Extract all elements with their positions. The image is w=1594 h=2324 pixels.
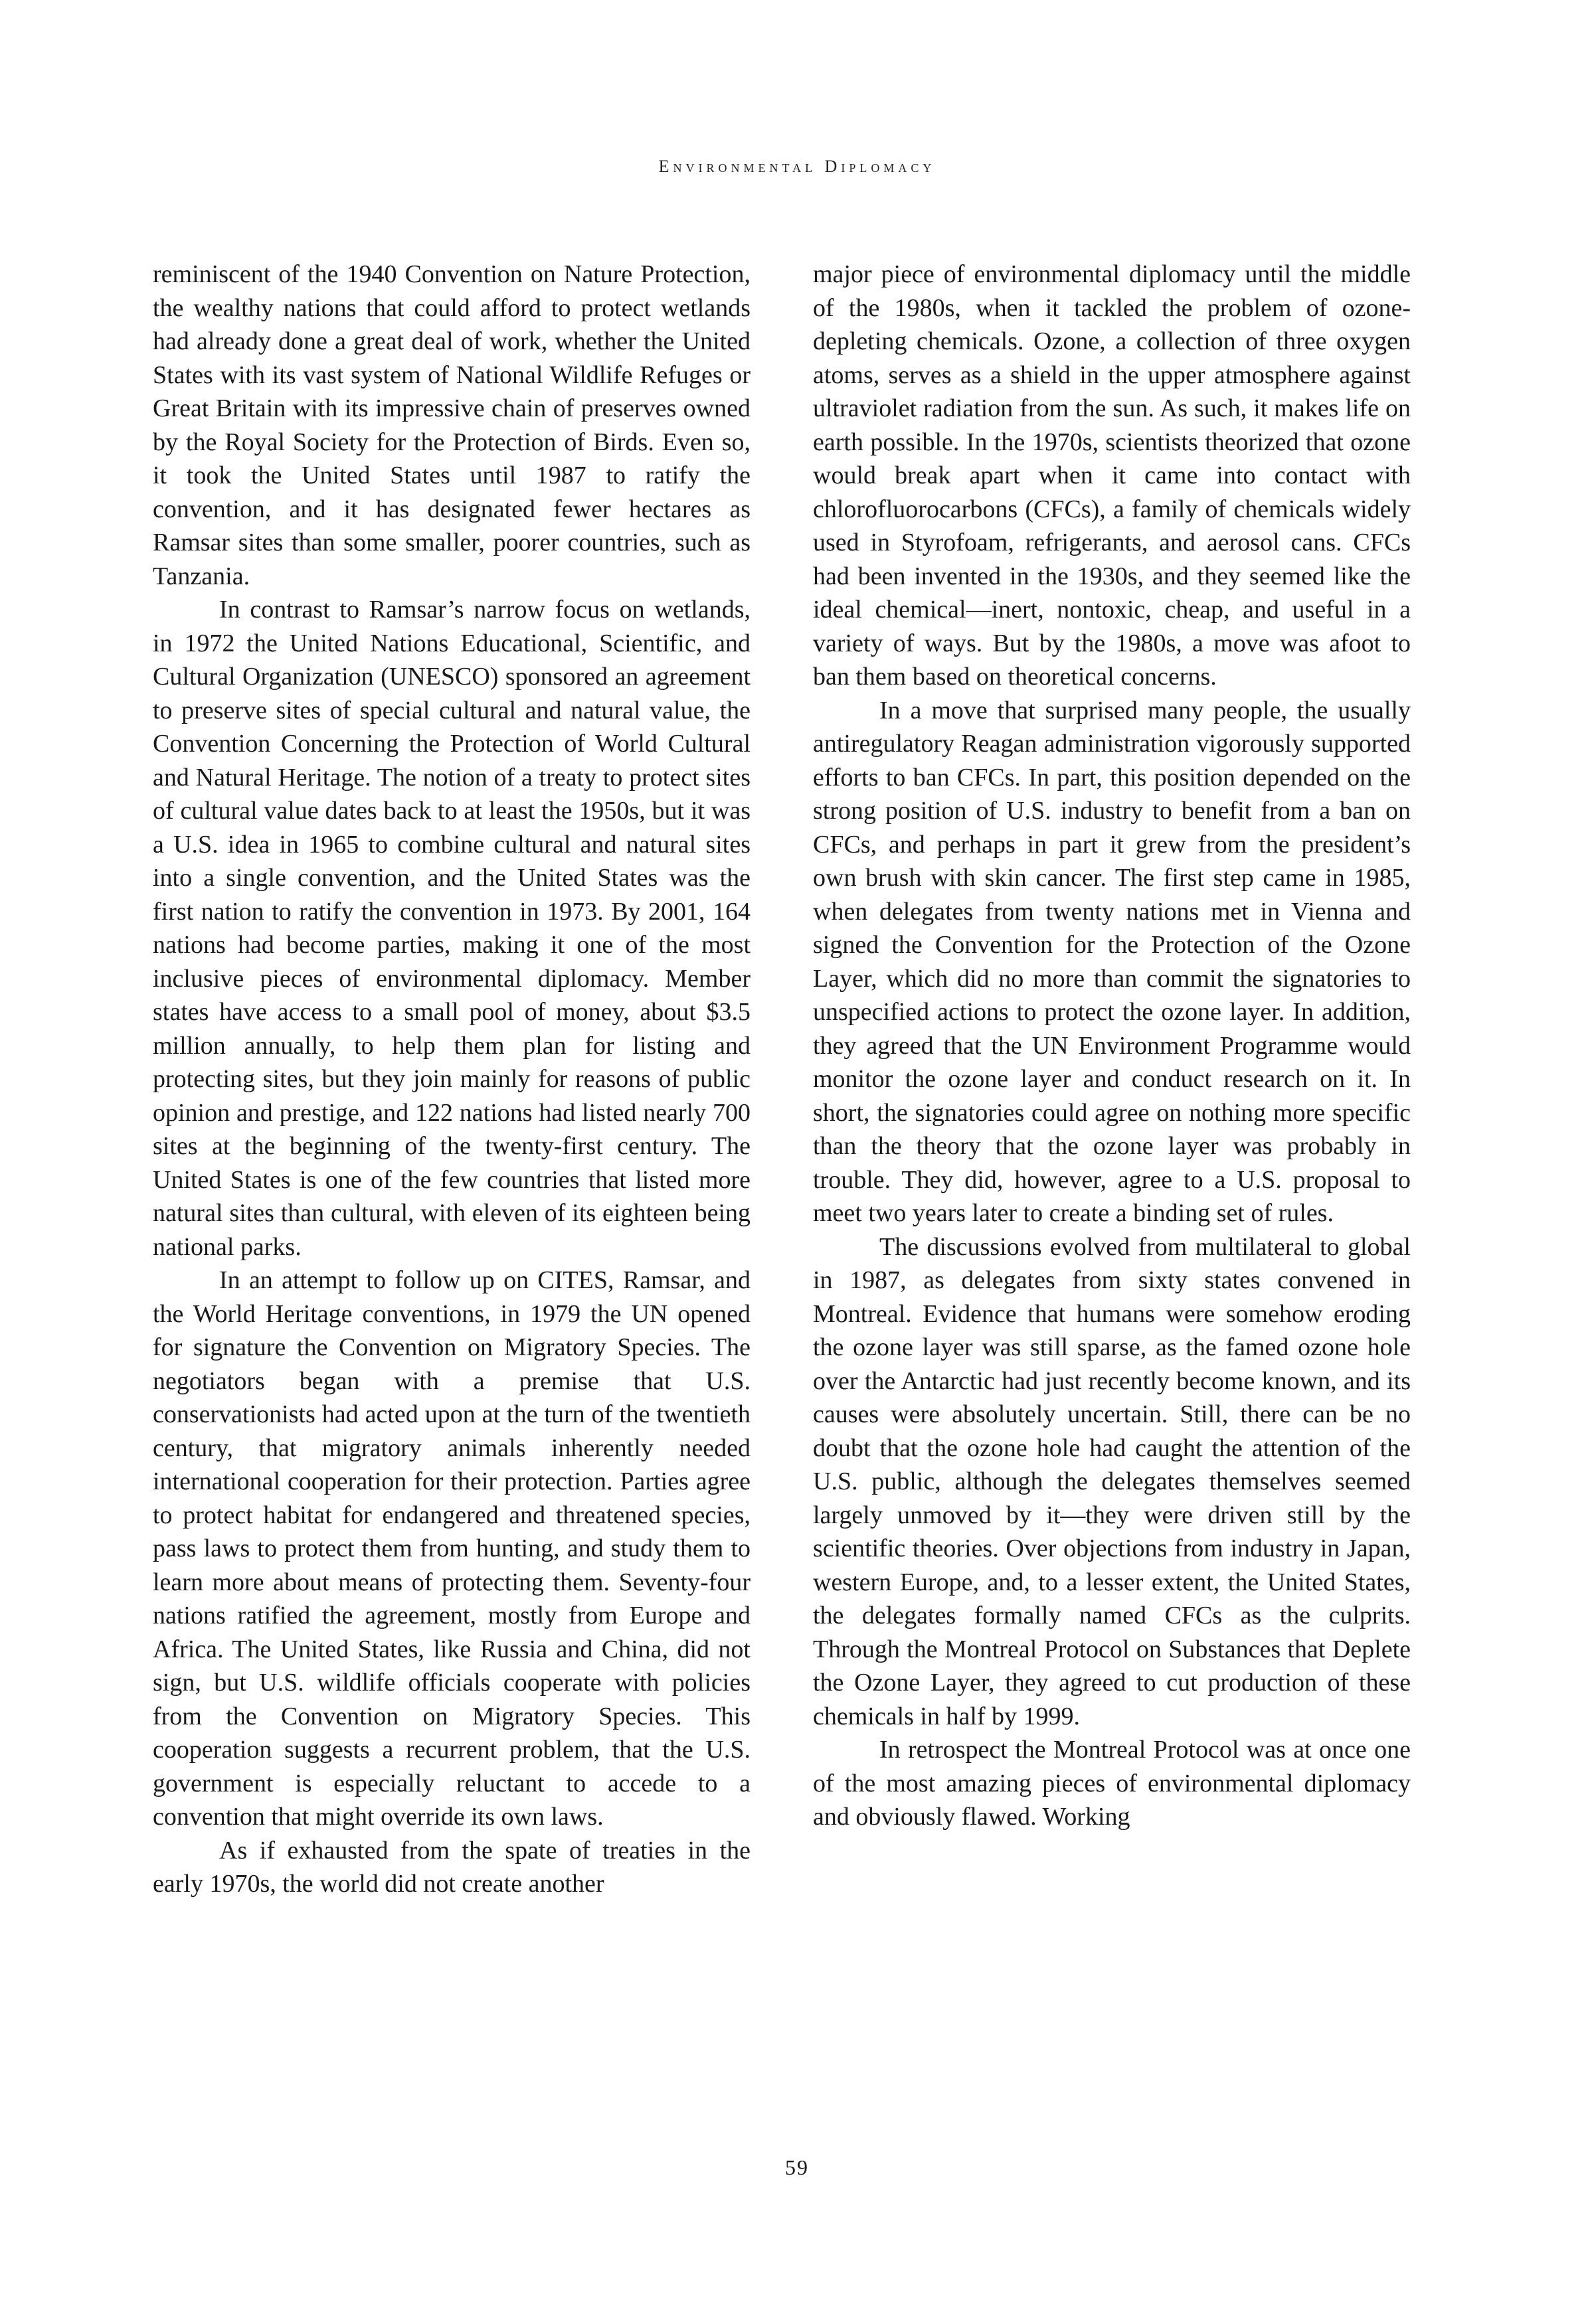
- right-column: [813, 258, 1411, 1834]
- running-head: Environmental Diplomacy: [658, 157, 936, 176]
- page-number: 59: [785, 2155, 809, 2179]
- paragraph-continued: reminiscent of the 1940 Convention on Nature Protection, the wealthy nations that could afford to protect wetlands had already done a great deal of work, whether the United States with its vast system of National Wildlife Refuges or Great Britain with its impressive chain of preserves owned by the Royal Society for the Protection of Birds. Even so, it took the United States until 1987 to ratify the convention, and it has designated fewer hectares as Ramsar sites than some smaller, poorer countries, such as Tanzania.: [153, 260, 751, 590]
- paragraph: In a move that surprised many people, the usually antiregulatory Reagan administration vigorously supported efforts to ban CFCs. In part, this position depended on the strong position of U.S. industry to benefit from a ban on CFCs, and perhaps in part it grew from the president’s own brush with skin cancer. The first step came in 1985, when delegates from twenty nations met in Vienna and signed the Convention for the Protection of the Ozone Layer, which did no more than commit the signatories to unspecified actions to protect the ozone layer. In addition, they agreed that the UN Environment Programme would monitor the ozone layer and conduct research on it. In short, the signatories could agree on nothing more specific than the theory that the ozone layer was probably in trouble. They did, however, agree to a U.S. proposal to meet two years later to create a binding set of rules.: [813, 696, 1411, 1227]
- paragraph-continued: major piece of environmental diplomacy until the middle of the 1980s, when it tackled the problem of ozone-depleting chemicals. Ozone, a collection of three oxygen atoms, serves as a shield in the upper atmosphere against ultraviolet radiation from the sun. As such, it makes life on earth possible. In the 1970s, scientists theorized that ozone would break apart when it came into contact with chlorofluorocarbons (CFCs), a family of chemicals widely used in Styrofoam, refrigerants, and aerosol cans. CFCs had been invented in the 1930s, and they seemed like the ideal chemical—inert, nontoxic, cheap, and useful in a variety of ways. But by the 1980s, a move was afoot to ban them based on theoretical concerns.: [813, 260, 1411, 691]
- paragraph: In contrast to Ramsar’s narrow focus on wetlands, in 1972 the United Nations Educational, Scientific, and Cultural Organization (UNESCO) sponsored an agreement to preserve sites of special cultural and natural value, the Convention Concerning the Protection of World Cultural and Natural Heritage. The notion of a treaty to protect sites of cultural value dates back to at least the 1950s, but it was a U.S. idea in 1965 to combine cultural and natural sites into a single convention, and the United States was the first nation to ratify the convention in 1973. By 2001, 164 nations had become parties, making it one of the most inclusive pieces of environmental diplomacy. Member states have access to a small pool of money, about $3.5 million annually, to help them plan for listing and protecting sites, but they join mainly for reasons of public opinion and prestige, and 122 nations had listed nearly 700 sites at the beginning of the twenty-first century. The United States is one of the few countries that listed more natural sites than cultural, with eleven of its eighteen being national parks.: [153, 596, 751, 1261]
- paragraph: In retrospect the Montreal Protocol was at once one of the most amazing pieces of environmental diplomacy and obviously flawed. Working: [813, 1736, 1411, 1831]
- paragraph: The discussions evolved from multilateral to global in 1987, as delegates from sixty states convened in Montreal. Evidence that humans were somehow eroding the ozone layer was still sparse, as the famed ozone hole over the Antarctic had just recently become known, and its causes were absolutely uncertain. Still, there can be no doubt that the ozone hole had caught the attention of the U.S. public, although the delegates themselves seemed largely unmoved by it—they were driven still by the scientific theories. Over objections from industry in Japan, western Europe, and, to a lesser extent, the United States, the delegates formally named CFCs as the culprits. Through the Montreal Protocol on Substances that Deplete the Ozone Layer, they agreed to cut production of these chemicals in half by 1999.: [813, 1232, 1411, 1730]
- paragraph: In an attempt to follow up on CITES, Ramsar, and the World Heritage conventions, in 1979 the UN opened for signature the Convention on Migratory Species. The negotiators began with a premise that U.S. conservationists had acted upon at the turn of the twentieth century, that migratory animals inherently needed international cooperation for their protection. Parties agree to protect habitat for endangered and threatened species, pass laws to protect them from hunting, and study them to learn more about means of protecting them. Seventy-four nations ratified the agreement, mostly from Europe and Africa. The United States, like Russia and China, did not sign, but U.S. wildlife officials cooperate with policies from the Convention on Migratory Species. This cooperation suggests a recurrent problem, that the U.S. government is especially reluctant to accede to a convention that might override its own laws.: [153, 1266, 751, 1831]
- paragraph: As if exhausted from the spate of treaties in the early 1970s, the world did not create another: [153, 1836, 751, 1898]
- left-column: [153, 258, 751, 1901]
